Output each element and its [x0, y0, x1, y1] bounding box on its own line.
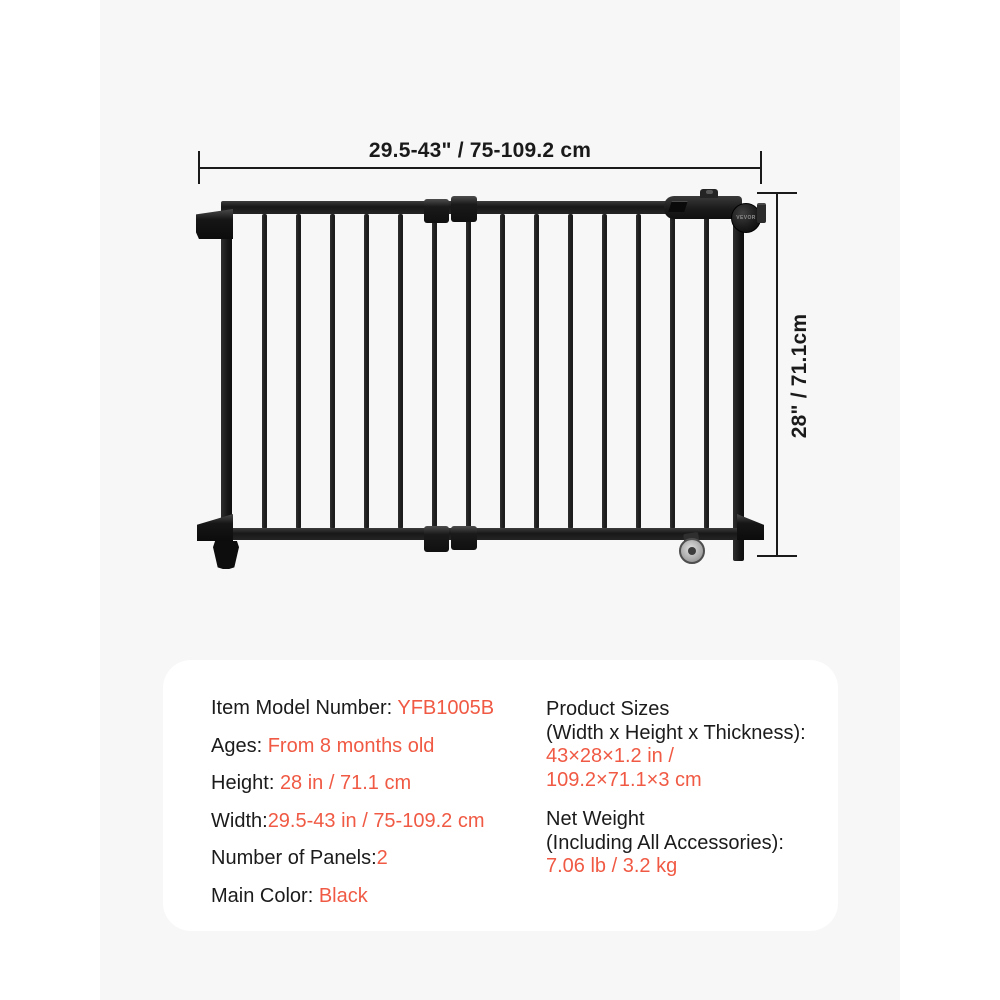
gate-bar — [262, 214, 267, 529]
spec-label: Item Model Number: — [211, 697, 398, 719]
gate-latch-hinge-pin — [706, 190, 713, 194]
gate-bar — [568, 214, 573, 529]
spec-value: 2 — [376, 847, 388, 869]
spec-value: 28 in / 71.1 cm — [279, 772, 412, 794]
gate-bottom-extension-clamp — [424, 526, 449, 552]
width-dimension-tick-left — [198, 151, 200, 184]
gate-bar — [704, 214, 709, 529]
spec-label: Height: — [211, 772, 280, 794]
gate-bar — [670, 214, 675, 529]
spec-label: Ages: — [211, 734, 268, 757]
spec-value-line: 7.06 lb / 3.2 kg — [546, 855, 678, 877]
spec-block-product-sizes — [546, 698, 806, 792]
gate-left-post — [221, 202, 232, 541]
spec-value: YFB1005B — [397, 697, 495, 719]
height-dimension-line — [776, 193, 778, 557]
gate-top-extension-clamp — [424, 199, 449, 223]
spec-block-net-weight — [546, 808, 806, 879]
spec-label: Width: — [211, 809, 268, 832]
spec-row-panels — [211, 848, 494, 869]
spec-row-width — [211, 811, 494, 832]
height-dimension-label: 28" / 71.1cm — [788, 313, 811, 439]
gate-top-rail — [221, 201, 741, 214]
gate-bar — [636, 214, 641, 529]
spec-label-line: Product Sizes — [546, 698, 670, 720]
spec-value-line: 109.2×71.1×3 cm — [546, 768, 702, 791]
spec-value: Black — [318, 884, 368, 907]
width-dimension-line — [199, 167, 762, 169]
spec-card — [163, 660, 838, 931]
gate-bar — [364, 214, 369, 529]
spec-right-column — [546, 698, 806, 895]
spec-value: From 8 months old — [267, 734, 435, 757]
spec-label: Main Color: — [211, 884, 319, 907]
gate-bar — [500, 214, 505, 529]
spec-label: Number of Panels: — [211, 847, 377, 869]
gate-bar — [466, 214, 471, 529]
spec-label-line: (Including All Accessories): — [546, 831, 784, 854]
gate-latch-catch — [757, 203, 766, 223]
spec-label-line: Net Weight — [546, 808, 645, 830]
gate-bar — [398, 214, 403, 529]
height-dimension-tick-bottom — [757, 555, 797, 557]
gate-right-post — [733, 220, 744, 561]
spec-row-height — [211, 773, 494, 794]
height-dimension-tick-top — [757, 192, 797, 194]
spec-value-line: 43×28×1.2 in / — [546, 745, 674, 767]
spec-value: 29.5-43 in / 75-109.2 cm — [267, 809, 485, 832]
gate-bottom-extension-clamp — [451, 526, 477, 550]
gate-bar — [330, 214, 335, 529]
gate-bar — [602, 214, 607, 529]
caster-hub — [688, 547, 696, 555]
width-dimension-label: 29.5-43" / 75-109.2 cm — [368, 139, 592, 162]
width-dimension-tick-right — [760, 151, 762, 184]
gate-bar — [296, 214, 301, 529]
spec-row-color — [211, 886, 494, 907]
spec-row-ages — [211, 736, 494, 757]
gate-top-extension-clamp — [451, 196, 477, 222]
gate-bar — [432, 214, 437, 529]
gate-bar — [534, 214, 539, 529]
spec-left-column — [211, 698, 494, 923]
spec-row-model — [211, 698, 494, 719]
spec-label-line: (Width x Height x Thickness): — [546, 721, 806, 744]
brand-logo: VEVOR — [736, 215, 756, 221]
